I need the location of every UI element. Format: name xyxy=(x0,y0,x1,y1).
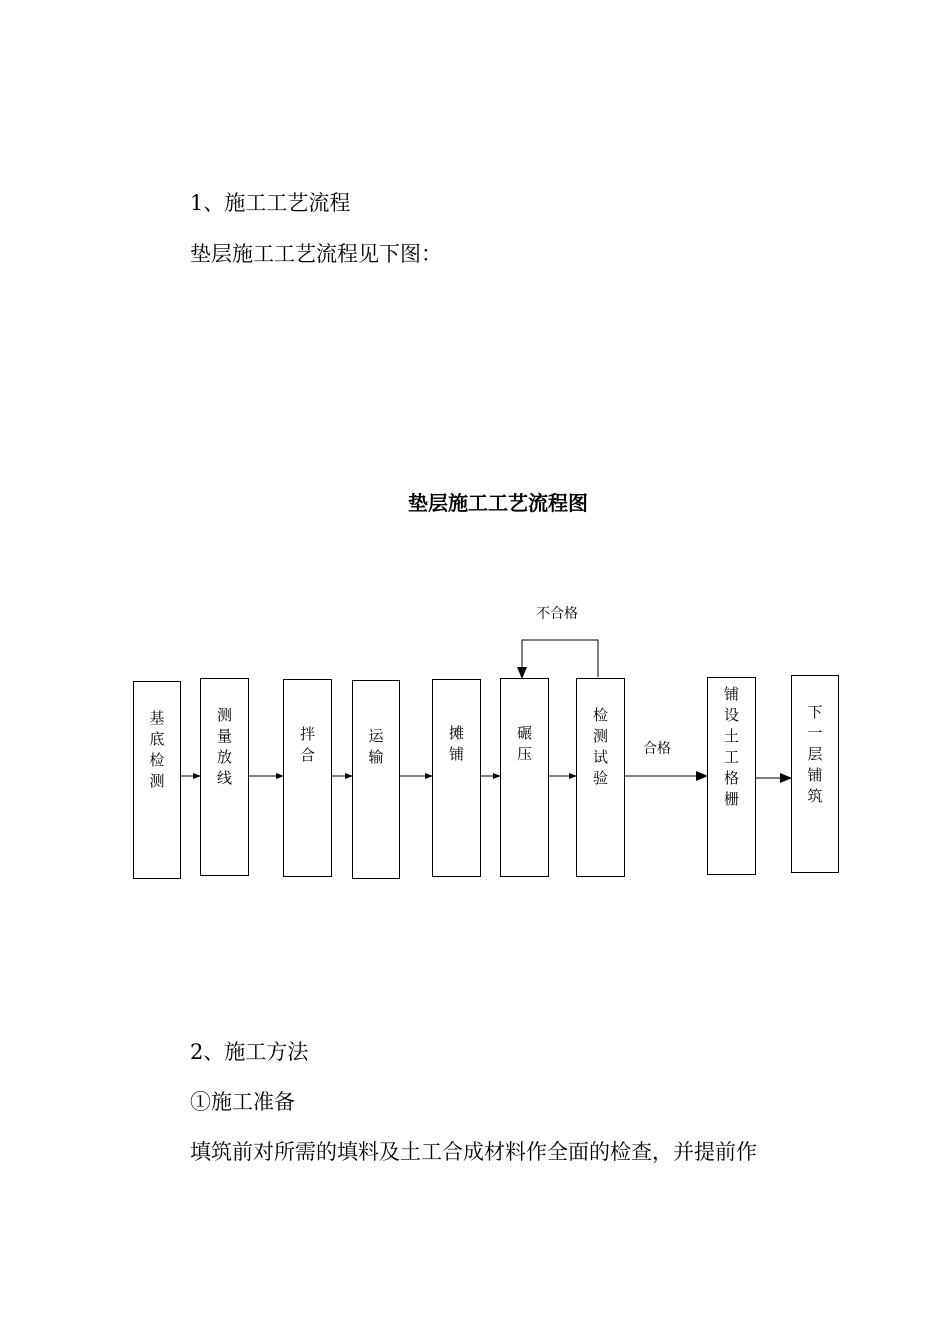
section2-text: 填筑前对所需的填料及土工合成材料作全面的检查，并提前作 xyxy=(190,1140,757,1164)
section2-heading: 2、施工方法 xyxy=(190,1040,309,1064)
step-box-1 xyxy=(133,681,181,879)
step-label-5: 摊 铺 xyxy=(448,724,464,763)
step-label-9: 下 一 层 铺 筑 xyxy=(807,703,823,805)
step-box-5 xyxy=(432,679,481,877)
step-label-6: 碾 压 xyxy=(516,724,532,763)
step-label-3: 拌 合 xyxy=(299,725,315,764)
step-box-8 xyxy=(707,677,756,875)
step-box-9 xyxy=(791,675,839,873)
section2-subheading: ①施工准备 xyxy=(190,1090,295,1114)
step-box-6 xyxy=(500,678,549,877)
step-label-7: 检 测 试 验 xyxy=(592,706,608,787)
step-label-4: 运 输 xyxy=(368,727,384,766)
step-label-2: 测 量 放 线 xyxy=(216,706,232,787)
feedback-loop-fail xyxy=(522,640,598,678)
label-fail: 不合格 xyxy=(536,606,578,622)
section1-heading: 1、施工工艺流程 xyxy=(190,191,351,215)
step-label-8: 铺 设 土 工 格 栅 xyxy=(723,685,739,808)
label-pass: 合格 xyxy=(643,741,671,757)
step-box-7 xyxy=(576,678,625,877)
step-label-1: 基 底 检 测 xyxy=(149,709,165,790)
section1-intro: 垫层施工工艺流程见下图： xyxy=(190,242,442,266)
step-box-2 xyxy=(200,678,249,876)
step-box-4 xyxy=(352,680,400,879)
flowchart-title: 垫层施工工艺流程图 xyxy=(408,491,588,515)
step-box-3 xyxy=(283,679,332,877)
